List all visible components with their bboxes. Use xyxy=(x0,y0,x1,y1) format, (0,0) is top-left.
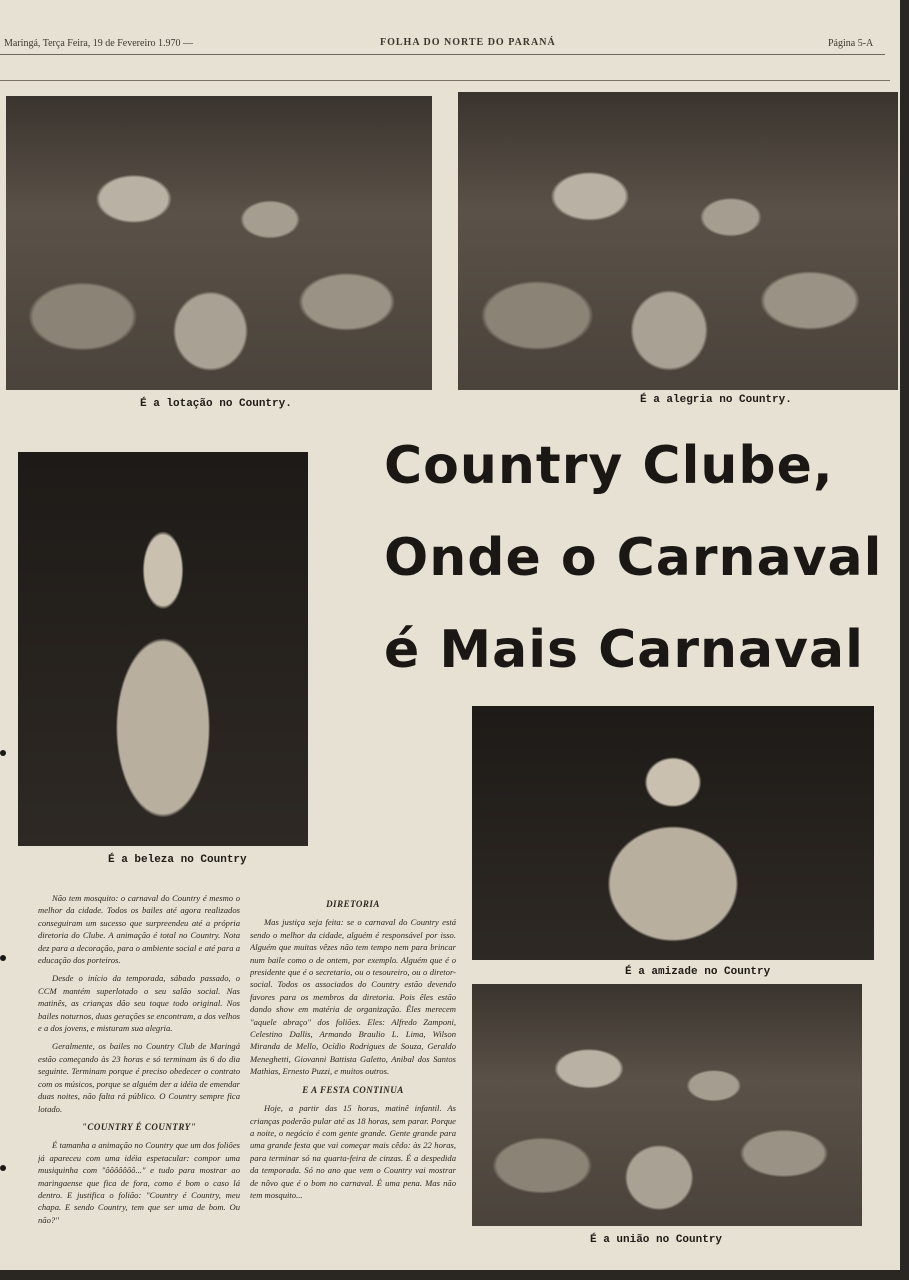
headline-line-2: Onde o Carnaval xyxy=(384,528,883,588)
article-paragraph: Não tem mosquito: o carnaval do Country é mesmo o melhor da cidade. Todos os bailes até agora realizados conseguiram um sucesso que surpreendeu até a própria diretoria do Clube. A animação é total no Country. Nota dez para a decoração, para o ambiente social e até para a educação dos porteiros. xyxy=(38,893,240,966)
caption-lotacao: É a lotação no Country. xyxy=(140,398,292,410)
caption-amizade: É a amizade no Country xyxy=(625,966,771,978)
masthead xyxy=(0,34,885,55)
article-paragraph: Desde o início da temporada, sábado passado, o CCM mantém superlotado o seu salão social. Nas matinês, as crianças dão seu toque todo original. Nos bailes noturnos, duas gerações se encontram, a dos velhos e a dos jovens, e misturam sua alegria. xyxy=(38,973,240,1034)
binding-hole xyxy=(0,955,6,961)
headline xyxy=(384,420,883,696)
article-column-1 xyxy=(38,892,240,1242)
photo-uniao xyxy=(472,984,862,1226)
header-divider xyxy=(0,80,890,81)
caption-beleza: É a beleza no Country xyxy=(108,854,247,866)
article-column-2 xyxy=(250,892,456,1242)
caption-alegria: É a alegria no Country. xyxy=(640,394,792,406)
photo-crowd-lotacao xyxy=(6,96,432,390)
headline-line-1: Country Clube, xyxy=(384,436,834,496)
photo-beleza-portrait xyxy=(18,452,308,846)
headline-line-3: é Mais Carnaval xyxy=(384,620,864,680)
article-paragraph: Hoje, a partir das 15 horas, matinê infantil. As crianças poderão pular até as 18 horas, sem parar. Porque a noite, o negócio é com gente grande. Gente grande para uma grande festa que vai começar mais cêdo: às 22 horas, para terminar só na quarta-feira de cinzas. É a despedida da temporada. Só no ano que vem o Country vai mostrar de nôvo que é o bom no carnaval. É uma pena. Mas não tem mosquito... xyxy=(250,1103,456,1200)
photo-crowd-alegria xyxy=(458,92,898,390)
article-paragraph: Geralmente, os bailes no Country Club de Maringá estão começando às 23 horas e só terminam às 6 do dia seguinte. Terminam porque é preciso obedecer o contrato com os músicos, porque se alguém der a idéia de emendar duas noites, não falta rá público. O Country sempre fica lotado. xyxy=(38,1041,240,1114)
masthead-page-number: Página 5-A xyxy=(828,38,874,49)
subheading-diretoria: DIRETORIA xyxy=(326,899,380,909)
masthead-paper-name: FOLHA DO NORTE DO PARANÁ xyxy=(380,37,556,48)
article-paragraph: Mas justiça seja feita: se o carnaval do Country está sendo o melhor da cidade, alguém é responsável por isso. Alguém que muitas vêzes não tem tempo nem para brincar num baile como o de ontem, por exemplo. Alguém que é o presidente que é o secretario, ou o tesoureiro, ou o diretor-social. Todos os associados do Country estão devendo favores para os membros da diretoria. Pois êles estão dando show em matéria de organização. Êles merecem "aquele abraço" dos foliões. Eles: Alfredo Zamponi, Celestino Dallis, Armando Braulio L. Lima, Wilson Miranda de Mello, Ocídio Rodrigues de Souza, Geraldo Meneghetti, Giovanni Battista Galetto, Anibal dos Santos Mathias, Ernesto Puzzi, e muitos outros. xyxy=(250,917,456,1077)
article-paragraph: É tamanha a animação no Country que um dos foliões já apareceu com uma idéia espetacular: compor uma musiquinha com "ôôôôôôô..." e tudo para mostrar ao maringaense que fica de fora, como é bom o caso lá dentro. E justifica o folião: "Country é Country, meu chapa. E sendo Country, tem que ser uma de bom. Ou não?" xyxy=(38,1140,240,1225)
masthead-date: Maringá, Terça Feira, 19 de Fevereiro 1.970 — xyxy=(4,38,194,49)
binding-hole xyxy=(0,750,6,756)
subheading-festa-continua: E A FESTA CONTINUA xyxy=(302,1084,404,1095)
caption-uniao: É a união no Country xyxy=(590,1234,723,1246)
subheading-country: "COUNTRY É COUNTRY" xyxy=(81,1121,197,1132)
photo-amizade xyxy=(472,706,874,960)
binding-hole xyxy=(0,1165,6,1171)
